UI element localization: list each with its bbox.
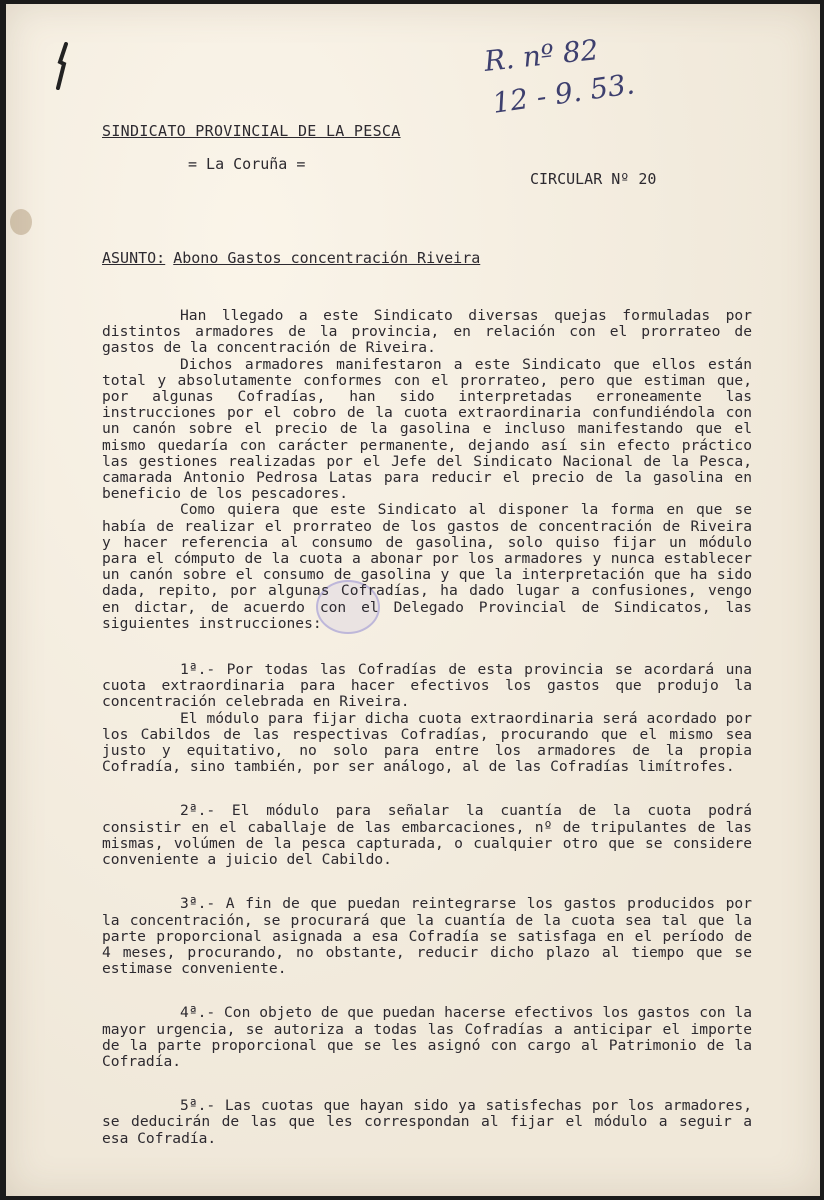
paragraph: Como quiera que este Sindicato al disponer la forma en que se había de realizar el prorrateo de los gastos de concentración de Riveira y hacer referencia al consumo de gasolina, solo quiso fijar un módulo para el cómputo de la cuota a abonar por los armadores y nunca establecer un canón sobre el consumo de gasolina y que la interpretación que ha sido dada, repito, por algunas Cofradías, ha dado lugar a confusiones, vengo en dictar, de acuerdo con el Delegado Provincial de Sindicatos, las siguientes instrucciones:: [102, 501, 752, 632]
instruction-item: 1ª.- Por todas las Cofradías de esta provincia se acordará una cuota extraordinaria para hacer efectivos los gastos que produjo la concentración celebrada en Riveira.: [102, 661, 752, 711]
instruction-item-continuation: El módulo para fijar dicha cuota extraordinaria será acordado por los Cabildos de las respectivas Cofradías, procurando que el mismo sea justo y equitativo, no solo para entre los armadores de la propia Cofradía, sino también, por ser análogo, al de las Cofradías limítrofes.: [102, 709, 752, 776]
instruction-item: 3ª.- A fin de que puedan reintegrarse los gastos producidos por la concentración, se procurará que la cuantía de la cuota sea tal que la parte proporcional asignada a esa Cofradía se satisfaga en el período de 4 meses, procurando, no obstante, reducir dicho plazo al tiempo que se estimase conveniente.: [102, 895, 752, 978]
city-name: = La Coruña =: [188, 155, 306, 173]
paragraph: Dichos armadores manifestaron a este Sindicato que ellos están total y absolutamente conformes con el prorrateo, pero que estiman que, por algunas Cofradías, han sido interpretadas erroneamente las instrucciones por el cobro de la cuota extraordinaria confundiéndola con un canón sobre el precio de la gasolina e incluso manifestando que el mismo quedaría con carácter permanente, dejando así sin efecto práctico las gestiones realizadas por el Jefe del Sindicato Nacional de la Pesca, camarada Antonio Pedrosa Latas para reducir el precio de la gasolina en beneficio de los pescadores.: [102, 355, 752, 503]
subject-line: [102, 249, 480, 267]
subject-label: ASUNTO:: [102, 249, 166, 267]
instruction-item: 5ª.- Las cuotas que hayan sido ya satisfechas por los armadores, se deducirán de las que les correspondan al fijar el módulo a seguir a esa Cofradía.: [102, 1097, 752, 1147]
instruction-item: 4ª.- Con objeto de que puedan hacerse efectivos los gastos con la mayor urgencia, se autoriza a todas las Cofradías a anticipar el importe de la parte proporcional que se les asignó con cargo al Patrimonio de la Cofradía.: [102, 1004, 752, 1070]
handwritten-date: 12 - 9. 53.: [490, 67, 637, 120]
document-body: [102, 308, 752, 1147]
subject-value: Abono Gastos concentración Riveira: [173, 249, 481, 267]
organization-name: SINDICATO PROVINCIAL DE LA PESCA: [102, 122, 401, 140]
instruction-item: 2ª.- El módulo para señalar la cuantía de la cuota podrá consistir en el caballaje de las embarcaciones, nº de tripulantes de las mismas, volúmen de la pesca capturada, o cualquier otro que se considere conveniente a juicio del Cabildo.: [102, 802, 752, 869]
paragraph: Han llegado a este Sindicato diversas quejas formuladas por distintos armadores de la provincia, en relación con el prorrateo de gastos de la concentración de Riveira.: [102, 307, 752, 357]
circular-number: CIRCULAR Nº 20: [530, 170, 657, 188]
handwritten-registry-number: R. nº 82: [482, 33, 600, 78]
